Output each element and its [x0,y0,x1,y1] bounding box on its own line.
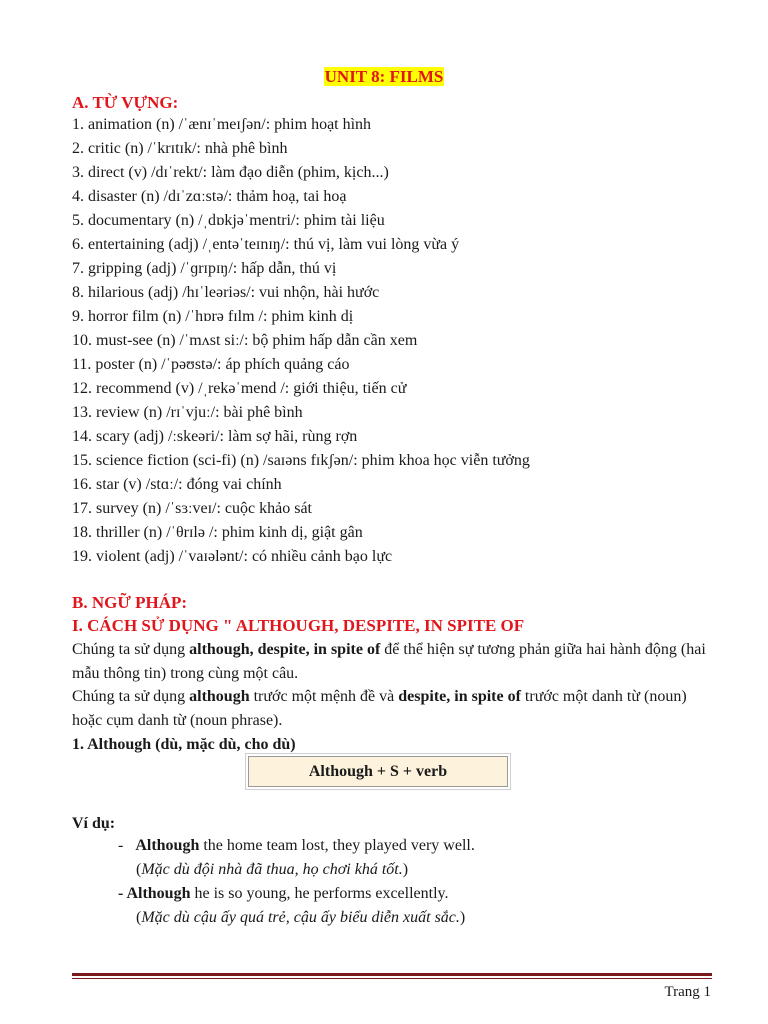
section-b1-heading: I. CÁCH SỬ DỤNG " ALTHOUGH, DESPITE, IN SPITE OF [72,616,525,635]
example-dash: - [118,885,127,902]
vocab-item: 5. documentary (n) /ˌdɒkjəˈmentri/: phim tài liệu [72,212,385,229]
vocab-item: 3. direct (v) /dɪˈrekt/: làm đạo diễn (phim, kịch...) [72,164,389,181]
footer-rule-thin [72,978,712,979]
vocab-item: 17. survey (n) /ˈsɜːveɪ/: cuộc khảo sát [72,500,312,517]
vocab-item: 1. animation (n) /ˈænɪˈmeɪʃən/: phim hoạt hình [72,116,372,133]
example-text: he is so young, he performs excellently. [190,885,449,902]
vocab-item: 8. hilarious (adj) /hɪˈleəriəs/: vui nhộn, hài hước [72,284,380,301]
para-text: trước một danh từ (noun) hoặc cụm danh từ (noun phrase). [72,688,687,729]
vocab-item: 19. violent (adj) /ˈvaɪələnt/: có nhiều cảnh bạo lực [72,548,393,565]
vocab-item: 7. gripping (adj) /ˈɡrɪpɪŋ/: hấp dẫn, thú vị [72,260,337,277]
section-a-heading: A. TỪ VỰNG: [72,93,179,112]
section-b-heading: B. NGỮ PHÁP: [72,593,188,612]
footer-rule [72,973,712,976]
para-bold: despite, in spite of [398,688,521,705]
vocab-item: 9. horror film (n) /ˈhɒrə fɪlm /: phim kinh dị [72,308,354,325]
paragraph-usage [72,638,712,686]
vocab-item: 16. star (v) /stɑː/: đóng vai chính [72,476,282,493]
example-text: the home team lost, they played very well. [199,837,475,854]
vocab-item: 13. review (n) /rɪˈvjuː/: bài phê bình [72,404,303,421]
vocab-item: 2. critic (n) /ˈkrɪtɪk/: nhà phê bình [72,140,288,157]
para-text: Chúng ta sử dụng [72,688,190,705]
page-number: Trang 1 [664,984,711,1000]
vocab-item: 4. disaster (n) /dɪˈzɑːstə/: thảm hoạ, tai hoạ [72,188,347,205]
example-label: Ví dụ: [72,815,116,832]
unit-title [0,66,768,88]
example-sentence [118,882,449,906]
translation-text: Mặc dù cậu ấy quá trẻ, cậu ấy biểu diễn xuất sắc. [141,909,460,926]
vocab-item: 15. science fiction (sci-fi) (n) /saɪəns fɪkʃən/: phim khoa học viễn tưởng [72,452,530,469]
example-keyword: Although [135,837,200,854]
translation-text: Mặc dù đội nhà đã thua, họ chơi khá tốt. [141,861,403,878]
vocab-item: 6. entertaining (adj) /ˌentəˈteɪnɪŋ/: thú vị, làm vui lòng vừa ý [72,236,460,253]
para-text: Chúng ta sử dụng [72,641,190,658]
vocab-item: 10. must-see (n) /ˈmʌst siː/: bộ phim hấp dẫn cần xem [72,332,418,349]
para-text: để thể hiện sự tương phản giữa hai hành động (hai mẫu thông tin) trong cùng một câu. [72,641,706,682]
example-sentence [118,834,475,858]
example-keyword: Although [126,885,191,902]
example-translation: (Mặc dù đội nhà đã thua, họ chơi khá tốt.) [136,861,409,878]
example-translation: (Mặc dù cậu ấy quá trẻ, cậu ấy biểu diễn xuất sắc.) [136,909,466,926]
although-subheading: 1. Although (dù, mặc dù, cho dù) [72,736,296,753]
para-bold: although [189,688,250,705]
paragraph-position [72,685,712,733]
vocab-item: 11. poster (n) /ˈpəʊstə/: áp phích quảng cáo [72,356,350,373]
example-dash: - [118,837,124,854]
vocabulary-list [72,113,530,569]
unit-title-text: UNIT 8: FILMS [324,67,444,86]
vocab-item: 12. recommend (v) /ˌrekəˈmend /: giới thiệu, tiến cử [72,380,407,397]
vocab-item: 18. thriller (n) /ˈθrɪlə /: phim kinh dị, giật gân [72,524,363,541]
vocab-item: 14. scary (adj) /ːskeəri/: làm sợ hãi, rùng rợn [72,428,358,445]
para-bold: although, despite, in spite of [189,641,381,658]
para-text: trước một mệnh đề và [249,688,399,705]
formula-box: Although + S + verb [248,756,508,787]
